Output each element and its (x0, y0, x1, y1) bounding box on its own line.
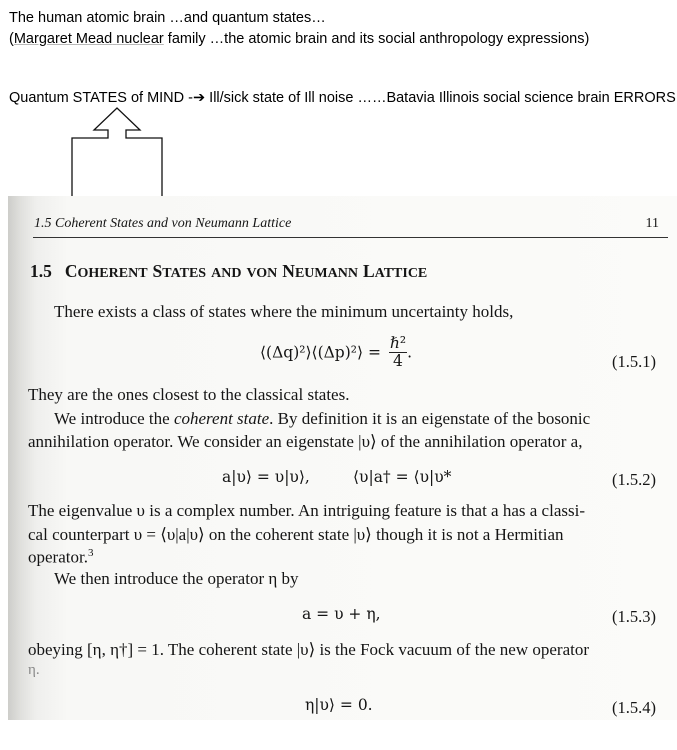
section-title-word (362, 261, 428, 281)
equation-number-3: (1.5.3) (612, 607, 656, 626)
note-line-1: The human atomic brain …and quantum states… (9, 10, 326, 26)
equation-2-left: a|υ⟩ = υ|υ⟩, (222, 468, 310, 486)
page-number: 11 (645, 216, 659, 231)
equation-number-1: (1.5.1) (612, 352, 656, 371)
paragraph-5: We then introduce the operator η by (54, 569, 299, 588)
right-arrow-icon: ➔ (192, 90, 206, 106)
paragraph-4-line-3 (28, 547, 93, 568)
section-title (64, 261, 428, 281)
paragraph-3-text-a: We introduce the (54, 409, 174, 428)
section-number: 1.5 (30, 261, 52, 281)
equation-number-4: (1.5.4) (612, 698, 656, 717)
equation-3: a = υ + η, (302, 605, 381, 623)
paragraph-1: There exists a class of states where the minimum uncertainty holds, (54, 302, 514, 321)
paragraph-4-line-2: cal counterpart υ = ⟨υ|a|υ⟩ on the coherent state |υ⟩ though it is not a Hermitian (28, 525, 564, 544)
section-title-capital: N (282, 261, 295, 281)
running-head: 1.5 Coherent States and von Neumann Lattice (34, 216, 292, 231)
section-title-word (64, 261, 148, 281)
paragraph-3-text-b: . By definition it is an eigenstate of the bosonic (269, 409, 591, 428)
section-title-word (211, 264, 241, 281)
section-title-rest: VON (246, 266, 278, 281)
note-line-2 (9, 30, 589, 48)
note-nuclear-underlined: nuclear (116, 31, 164, 47)
paragraph-6-line-1: obeying [η, η†] = 1. The coherent state |υ⟩ is the Fock vacuum of the new operator (28, 640, 590, 659)
section-title-rest: EUMANN (294, 266, 358, 281)
note-line-3-rest: Ill/sick state of Ill noise ……Batavia Illinois social science brain ERRORS (205, 90, 676, 106)
section-title-rest: OHERENT (77, 266, 148, 281)
book-page-scan (8, 196, 677, 720)
equation-1-lhs: ⟨(Δq)²⟩⟨(Δp)²⟩ = (260, 343, 381, 362)
paragraph-4-line-1: The eigenvalue υ is a complex number. An intriguing feature is that a has a classi- (28, 501, 585, 520)
section-title-rest: ATTICE (374, 266, 428, 281)
equation-1 (260, 335, 412, 370)
header-rule (33, 237, 668, 238)
paragraph-4-operator: operator. (28, 547, 88, 567)
equation-4: η|υ⟩ = 0. (305, 696, 373, 714)
equation-1-tail: . (407, 343, 413, 362)
equation-1-denominator: 4 (393, 352, 403, 370)
section-title-capital: C (64, 261, 78, 281)
section-title-rest: TATES (162, 266, 207, 281)
note-line-2-rest: family …the atomic brain and its social anthropology expressions) (163, 31, 590, 47)
coherent-state-term: coherent state (173, 409, 270, 428)
equation-1-numerator: ℏ² (389, 334, 407, 352)
note-line-3-prefix: Quantum STATES of MIND - (9, 90, 193, 106)
note-line-2-prefix: ( (9, 31, 14, 47)
section-title-word (246, 264, 277, 281)
equation-number-2: (1.5.2) (612, 470, 656, 489)
equation-2-right: ⟨υ|a† = ⟨υ|υ* (353, 468, 452, 486)
equation-1-fraction (389, 335, 407, 370)
paragraph-2: They are the ones closest to the classical states. (28, 385, 350, 404)
section-title-word (152, 261, 207, 281)
up-arrow-shape (70, 104, 164, 210)
paragraph-3-line-1 (54, 409, 590, 429)
section-title-capital: L (362, 261, 375, 281)
section-heading (30, 261, 427, 282)
note-mead-underlined: Margaret Mead (13, 31, 113, 47)
section-title-word (282, 261, 358, 281)
footnote-marker: 3 (87, 547, 94, 559)
paragraph-3-line-2: annihilation operator. We consider an eigenstate |υ⟩ of the annihilation operator a, (28, 432, 583, 451)
section-title-capital: S (152, 261, 163, 281)
paragraph-6-line-2: η. (28, 662, 40, 678)
section-title-rest: AND (211, 266, 242, 281)
